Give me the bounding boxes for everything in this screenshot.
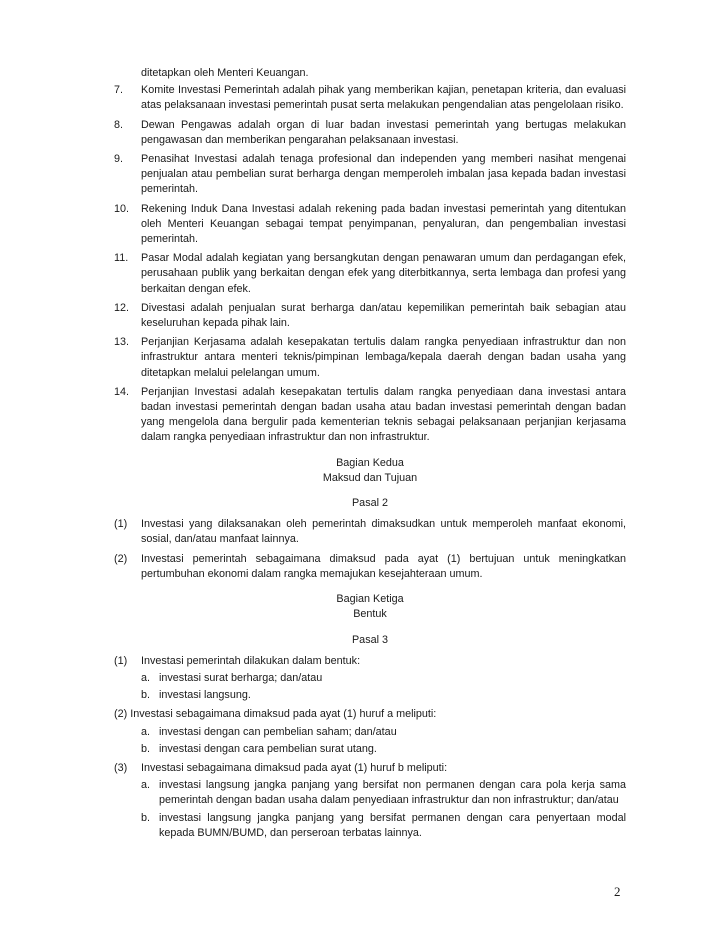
paragraph-item: [114, 654, 626, 669]
sub-item-letter: b.: [141, 811, 151, 824]
definition-item: [114, 202, 626, 248]
sub-item-letter: a.: [141, 725, 151, 738]
sub-item-letter: a.: [141, 779, 151, 792]
item-text: Komite Investasi Pemerintah adalah pihak yang memberikan kajian, penetapan kriteria, dan evaluasi atas pelaksanaan investasi pemerintah pusat serta melakukan pengendalian atas pengelolaan risiko.: [141, 84, 626, 112]
item-text: Perjanjian Investasi adalah kesepakatan tertulis dalam rangka penyediaan dana investasi antara badan investasi pemerintah dengan badan usaha atau badan investasi pemerintah dengan badan yang mengelola dana bergulir pada kementerian teknis sebagai pelaksanaan perjanjian kerjasama dalam rangka penyediaan infrastruktur dan non infrastruktur.: [141, 385, 626, 444]
paragraph-number: (1): [114, 518, 128, 531]
sub-item-text: investasi dengan can pembelian saham; dan/atau: [159, 725, 397, 738]
paragraph-number: (3): [114, 761, 128, 774]
section-title: Maksud dan Tujuan: [322, 471, 418, 484]
item-number: 10.: [114, 202, 130, 215]
sub-item-text: investasi langsung.: [159, 689, 251, 702]
item-text: Penasihat Investasi adalah tenaga profesional dan independen yang memberi nasihat mengenai penjualan atau pembelian surat berharga dengan memperoleh imbalan jasa kepada badan investasi pemerintah.: [141, 153, 626, 196]
sub-item-text: investasi surat berharga; dan/atau: [159, 671, 323, 684]
sub-item-letter: a.: [141, 671, 151, 684]
sub-item-letter: b.: [141, 689, 151, 702]
item-number: 8.: [114, 118, 124, 131]
definition-item: [114, 118, 626, 148]
definition-item: [114, 335, 626, 381]
paragraph-text: Investasi pemerintah sebagaimana dimaksud pada ayat (1) bertujuan untuk meningkatkan pertumbuhan ekonomi dalam rangka memajukan kesejahteraan umum.: [141, 552, 626, 580]
item-number: 13.: [114, 336, 130, 349]
paragraph-number: (2): [114, 552, 128, 565]
sub-item-text: investasi dengan cara pembelian surat utang.: [159, 742, 377, 755]
sub-item-text: investasi langsung jangka panjang yang bersifat permanen dengan cara penyertaan modal kepada BUMN/BUMD, dan perseroan terbatas lainnya.: [159, 811, 626, 839]
paragraph-number: (1): [114, 654, 128, 667]
item-text: Divestasi adalah penjualan surat berharga dan/atau kepemilikan pemerintah baik sebagian atau keseluruhan kepada pihak lain.: [141, 301, 626, 330]
paragraph-item: [114, 761, 626, 776]
section-title: Bentuk: [353, 608, 387, 621]
section-part-heading: Bagian Kedua: [336, 456, 404, 469]
item-number: 9.: [114, 153, 124, 166]
item-text: Pasar Modal adalah kegiatan yang bersangkutan dengan penawaran umum dan perdagangan efek, perusahaan publik yang berkaitan dengan efek yang diterbitkannya, serta lembaga dan profesi yang berkaitan dengan efek.: [141, 252, 626, 295]
definition-item: [114, 83, 626, 113]
sub-item-letter: b.: [141, 742, 151, 755]
definition-item: [114, 152, 626, 198]
sub-item: [114, 725, 626, 740]
paragraph-item: [114, 517, 626, 547]
sub-item: [114, 671, 626, 686]
definitions-list: [114, 83, 626, 445]
item-number: 14.: [114, 385, 130, 398]
item-number: 11.: [114, 252, 129, 265]
item-number: 7.: [114, 84, 124, 97]
definition-item: [114, 385, 626, 446]
sub-item-text: investasi langsung jangka panjang yang bersifat non permanen dengan cara pola kerja sama pemerintah dengan badan usaha dalam penyediaan infrastruktur dan non infrastruktur; dan/atau: [159, 779, 626, 807]
sub-item: [114, 688, 626, 703]
paragraph-text: Investasi yang dilaksanakan oleh pemerintah dimaksudkan untuk memperoleh manfaat ekonomi, sosial, dan/atau manfaat lainnya.: [141, 518, 626, 546]
page-content: [114, 66, 626, 843]
definition-item: [114, 301, 626, 331]
item-text: Dewan Pengawas adalah organ di luar badan investasi pemerintah yang bertugas melakukan pengawasan dan memberikan pengarahan pelaksanaan investasi.: [141, 118, 626, 146]
sub-item: [114, 778, 626, 808]
definition-item: [114, 251, 626, 297]
item-text: Perjanjian Kerjasama adalah kesepakatan tertulis dalam rangka penyediaan infrastruktur dan non infrastruktur antara menteri teknis/pimpinan lembaga/kepala daerah dengan badan usaha yang ditetapkan melalui pelelangan umum.: [141, 336, 626, 379]
continuation-text: ditetapkan oleh Menteri Keuangan.: [141, 67, 309, 79]
sub-item: [114, 811, 626, 841]
paragraph-text: Investasi pemerintah dilakukan dalam bentuk:: [141, 654, 361, 667]
item-text: Rekening Induk Dana Investasi adalah rekening pada badan investasi pemerintah yang ditentukan oleh Menteri Keuangan sebagai tempat penyimpanan, penyaluran, dan pengembalian investasi pemerintah.: [141, 202, 626, 246]
article-heading: Pasal 2: [351, 497, 388, 510]
paragraph-item: [114, 552, 626, 582]
article-heading: Pasal 3: [351, 633, 388, 646]
item-number: 12.: [114, 301, 130, 314]
page-number: 2: [614, 884, 621, 899]
sub-item: [114, 742, 626, 757]
paragraph-text: (2) Investasi sebagaimana dimaksud pada ayat (1) huruf a meliputi:: [114, 708, 437, 721]
section-part-heading: Bagian Ketiga: [336, 593, 404, 606]
paragraph-text: Investasi sebagaimana dimaksud pada ayat (1) huruf b meliputi:: [141, 761, 448, 774]
